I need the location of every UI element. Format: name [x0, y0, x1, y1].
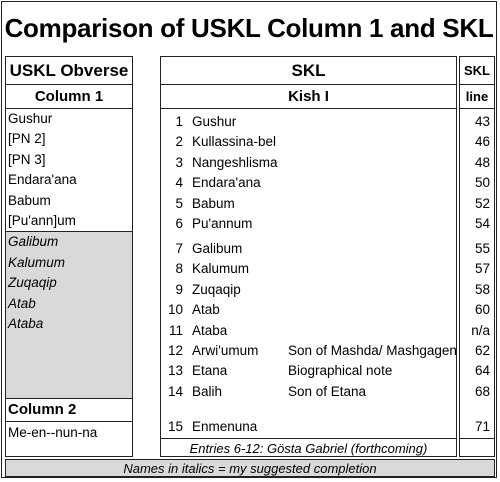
- line-value: 46: [474, 134, 490, 150]
- uskl-name: Gushur: [8, 111, 53, 126]
- entry-name: Galibum: [192, 241, 243, 256]
- skl-subheader: Kish I: [161, 85, 456, 109]
- uskl-names: [6, 109, 132, 231]
- line-value: 55: [474, 241, 490, 256]
- entry-name: Zuqaqip: [192, 281, 241, 297]
- entry-name: Nangeshlisma: [192, 154, 278, 170]
- skl-line-subheader: line: [460, 85, 494, 109]
- entry-name: Kalumum: [192, 261, 250, 277]
- entry-name: Balih: [192, 383, 223, 399]
- comparison-table: [1, 1, 497, 478]
- entry-name: Enmenuna: [192, 419, 258, 434]
- entry-number: 14: [167, 383, 183, 399]
- table-title: Comparison of USKL Column 1 and SKL: [4, 12, 494, 43]
- line-value: 58: [474, 281, 490, 297]
- entry-name: Gushur: [192, 114, 237, 129]
- suggested-name: Galibum: [8, 234, 59, 250]
- skl-header: SKL: [161, 57, 456, 85]
- entry-number: 6: [175, 216, 183, 231]
- suggested-name: Ataba: [8, 315, 44, 331]
- skl-entry: [161, 300, 456, 320]
- entry-name: Arwi'umum: [192, 343, 259, 358]
- skl-footnote: Entries 6-12: Gösta Gabriel (forthcoming): [189, 441, 428, 456]
- skl-entry: [161, 361, 456, 381]
- suggested-name: Kalumum: [8, 254, 66, 270]
- line-value: 64: [474, 363, 490, 379]
- skl-line-header: SKL: [460, 57, 494, 85]
- skl-entry: [161, 417, 456, 437]
- entry-number: 1: [175, 114, 183, 129]
- skl-line-column: [459, 56, 495, 457]
- uskl-header: USKL Obverse: [6, 57, 132, 85]
- entry-number: 9: [175, 281, 183, 297]
- entry-number: 13: [167, 363, 183, 379]
- entry-number: 11: [168, 322, 183, 338]
- entry-name: Etana: [192, 363, 228, 379]
- skl-entry: [161, 173, 456, 193]
- italics-legend: Names in italics = my suggested completion: [5, 459, 495, 477]
- skl-entry: [161, 132, 456, 152]
- skl-entry: [161, 259, 456, 279]
- line-value: 52: [474, 195, 490, 211]
- skl-entry: [161, 321, 456, 341]
- uskl-column: [5, 56, 133, 457]
- entry-number: 12: [167, 343, 183, 358]
- line-value: 71: [474, 419, 490, 434]
- entry-number: 10: [167, 302, 183, 318]
- line-value: 48: [474, 154, 490, 170]
- line-value: 43: [474, 114, 490, 129]
- line-value: 60: [474, 302, 490, 318]
- entry-number: 4: [175, 175, 183, 191]
- entry-number: 5: [175, 195, 183, 211]
- line-value: 62: [474, 343, 490, 358]
- skl-entry: [161, 239, 456, 259]
- skl-entry: [161, 382, 456, 402]
- skl-entries: [161, 109, 456, 439]
- skl-entry: [161, 280, 456, 300]
- suggested-name: Zuqaqip: [8, 275, 57, 291]
- line-value: n/a: [471, 322, 490, 338]
- uskl-name: [PN 3]: [8, 151, 46, 167]
- skl-entry: [161, 194, 456, 214]
- entry-number: 15: [167, 419, 183, 434]
- entry-number: 3: [175, 154, 183, 170]
- suggested-name: Atab: [8, 295, 36, 311]
- skl-entry: [161, 153, 456, 173]
- line-value: 57: [474, 261, 490, 277]
- skl-column: [160, 56, 457, 457]
- uskl-name: [Pu'ann]um: [8, 212, 76, 228]
- entry-name: Pu'annum: [192, 216, 253, 231]
- entry-note: Biographical note: [288, 363, 393, 379]
- uskl-name: [PN 2]: [8, 131, 46, 147]
- skl-entry: [161, 214, 456, 234]
- entry-note: Son of Etana: [288, 383, 367, 399]
- entry-name: Ataba: [192, 322, 228, 338]
- entry-note: Son of Mashda/ Mashgagen: [288, 343, 457, 358]
- entry-number: 7: [175, 241, 183, 256]
- line-value: 50: [474, 175, 490, 191]
- uskl-column2-label: Column 2: [6, 399, 132, 422]
- entry-name: Endara'ana: [192, 175, 261, 191]
- uskl-name: Babum: [8, 192, 51, 208]
- line-value: 54: [474, 216, 490, 231]
- skl-entry: [161, 112, 456, 132]
- entry-number: 2: [175, 134, 183, 150]
- uskl-column2-name: Me-en--nun-na: [8, 425, 98, 441]
- skl-entry: [161, 341, 456, 361]
- suggested-completion-block: [6, 231, 132, 399]
- entry-name: Kullassina-bel: [192, 134, 277, 150]
- uskl-name: Endara'ana: [8, 172, 77, 188]
- skl-line-values: [460, 109, 494, 439]
- uskl-column1-label: Column 1: [6, 85, 132, 109]
- entry-name: Babum: [192, 195, 235, 211]
- line-value: 68: [474, 383, 490, 399]
- entry-number: 8: [175, 261, 183, 277]
- entry-name: Atab: [192, 302, 220, 318]
